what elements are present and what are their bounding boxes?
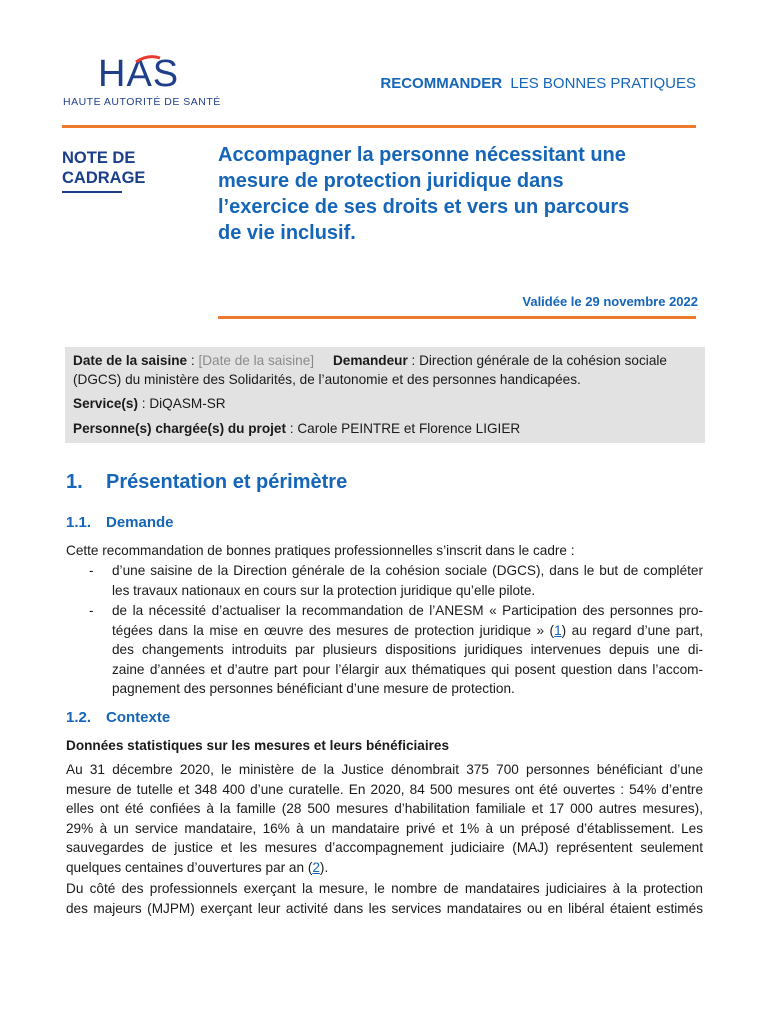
paragraph-line: mesure de tutelle et 348 400 d’une curatelle. En 2020, 84 500 mesures ont été ouvertes : 54% d’entre [66, 781, 703, 797]
info-row-saisine: Date de la saisine : [Date de la saisine] Demandeur : Direction générale de la cohésion sociale [73, 353, 667, 368]
contexte-paragraph-2 [66, 879, 703, 918]
page-title [218, 142, 708, 246]
header-divider [62, 125, 696, 128]
persons-value: Carole PEINTRE et Florence LIGIER [297, 420, 521, 436]
service-value: DiQASM-SR [149, 396, 226, 411]
bullet-text: ) au regard d’une part, [561, 622, 703, 638]
bullet-line: zaine d’années et d’autre part pour l’élargir aux thématiques qui posent question dans l’accom- [112, 661, 703, 677]
tagline-bold: RECOMMANDER [380, 75, 503, 92]
paragraph-line: sauvegardes de justice et les mesures d’accompagnement judiciaire (MAJ) représentent seulement [66, 840, 703, 855]
requester-label: Demandeur [332, 353, 408, 368]
title-line: Accompagner la personne nécessitant une [218, 144, 626, 166]
bullet-line: les travaux nationaux en cours sur la protection juridique qu’elle pilote. [112, 582, 536, 598]
has-logo-mark [62, 52, 222, 96]
bullet-line: pagnement des personnes bénéficiant d’une mesure de protection. [112, 681, 515, 696]
subsection-title: Demande [106, 514, 174, 531]
bullet-line: de la nécessité d’actualiser la recommandation de l’ANESM « Participation des personnes pro- [112, 603, 703, 618]
date-value: [Date de la saisine] [198, 353, 315, 368]
paragraph-text: quelques centaines d’ouvertures par an ( [66, 859, 313, 875]
document-type-line2: CADRAGE [62, 169, 146, 187]
document-type-line1: NOTE DE [62, 149, 136, 167]
validation-date: Validée le 29 novembre 2022 [522, 294, 698, 309]
bullet-dash: - [89, 603, 94, 618]
contexte-subheading: Données statistiques sur les mesures et leurs bénéficiaires [66, 738, 450, 753]
section-title: Présentation et périmètre [106, 471, 348, 493]
subsection-title: Contexte [106, 709, 171, 726]
title-line: mesure de protection juridique dans [218, 170, 564, 192]
contexte-paragraph-1 [66, 760, 703, 877]
bullet-line: des changements introduits par plusieurs dispositions juridiques intervenues depuis une di- [112, 642, 703, 657]
persons-label: Personne(s) chargée(s) du projet [73, 420, 287, 436]
title-line: l’exercice de ses droits et vers un parcours [218, 196, 630, 218]
paragraph-text: ). [319, 859, 329, 875]
info-row-service: Service(s) : DiQASM-SR [73, 396, 226, 411]
logo-text: HAS [98, 53, 180, 95]
subsection-heading-contexte [66, 709, 170, 726]
info-row-persons: Personne(s) chargée(s) du projet : Carole PEINTRE et Florence LIGIER [73, 420, 521, 436]
subsection-number: 1.2. [66, 709, 92, 726]
paragraph-line: Au 31 décembre 2020, le ministère de la Justice dénombrait 375 700 personnes bénéficiant d’une [66, 762, 703, 777]
subsection-number: 1.1. [66, 514, 92, 531]
section-heading [66, 471, 347, 494]
service-label: Service(s) [73, 396, 138, 411]
paragraph-line: Du côté des professionnels exerçant la mesure, le nombre de mandataires judiciaires à la protection [66, 881, 703, 896]
paragraph-line: elles ont été confiées à la famille (28 500 mesures d’habilitation familiale et 17 000 autres mesures), [66, 801, 703, 816]
section-number: 1. [66, 471, 83, 493]
requester-value-continued: (DGCS) du ministère des Solidarités, de l’autonomie et des personnes handicapées. [73, 371, 581, 387]
paragraph-line-with-ref [66, 858, 703, 878]
demande-intro: Cette recommandation de bonnes pratiques professionnelles s’inscrit dans le cadre : [66, 543, 575, 558]
header-tagline [380, 75, 696, 92]
info-box-content [73, 352, 699, 438]
bullet-line: d’une saisine de la Direction générale de la cohésion sociale (DGCS), dans le but de compléter [112, 563, 703, 578]
paragraph-line: des majeurs (MJPM) exerçant leur activité dans les services mandataires ou en libéral étaient estimés [66, 900, 703, 916]
paragraph-line: 29% à un service mandataire, 16% à un mandataire privé et 1% à un préposé d’établissement. Les [66, 820, 703, 836]
bullet-dash: - [89, 563, 94, 578]
date-label: Date de la saisine [73, 353, 188, 368]
bullet-line-with-ref [112, 621, 703, 641]
reference-link[interactable]: 2 [312, 859, 320, 875]
bullet-text: tégées dans la mise en œuvre des mesures de protection juridique » ( [112, 622, 555, 638]
document-type-underline [62, 191, 122, 193]
subsection-heading-demande [66, 514, 174, 531]
document-type [62, 148, 182, 188]
logo-subtitle: HAUTE AUTORITÉ DE SANTÉ [63, 96, 221, 108]
tagline-rest: LES BONNES PRATIQUES [510, 75, 696, 92]
requester-value: Direction générale de la cohésion sociale [419, 353, 667, 368]
title-divider [218, 316, 696, 319]
title-line: de vie inclusif. [218, 222, 356, 244]
reference-link[interactable]: 1 [554, 622, 562, 638]
